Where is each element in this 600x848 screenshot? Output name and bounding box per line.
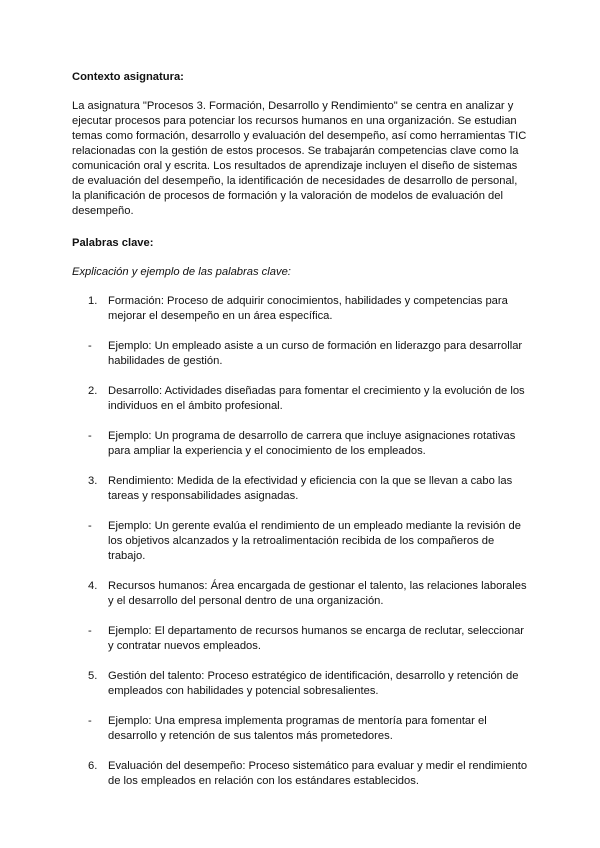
keyword-item-desarrollo xyxy=(72,384,528,414)
list-item-text: Ejemplo: Un programa de desarrollo de carrera que incluye asignaciones rotativas para ampliar la experiencia y el conocimiento de los empleados. xyxy=(108,430,516,457)
list-item-text: Formación: Proceso de adquirir conocimientos, habilidades y competencias para mejorar el desempeño en un área específica. xyxy=(108,295,508,322)
example-item-formacion xyxy=(72,339,528,369)
list-marker: - xyxy=(88,340,92,352)
keywords-subtitle: Explicación y ejemplo de las palabras clave: xyxy=(72,266,291,278)
list-item-text: Ejemplo: Una empresa implementa programas de mentoría para fomentar el desarrollo y retención de sus talentos más prometedores. xyxy=(108,715,487,742)
list-item-text: Ejemplo: Un gerente evalúa el rendimiento de un empleado mediante la revisión de los objetivos alcanzados y la retroalimentación recibida de los compañeros de trabajo. xyxy=(108,520,521,562)
keyword-item-rendimiento xyxy=(72,474,528,504)
keyword-item-gestion-talento xyxy=(72,669,528,699)
context-paragraph: La asignatura "Procesos 3. Formación, Desarrollo y Rendimiento" se centra en analizar y ejecutar procesos para potenciar los recursos humanos en una organización. Se estudian temas como formación, desarrollo y evaluación del desempeño, así como herramientas TIC relacionadas con la gestión de estos procesos. Se trabajarán competencias clave como la comunicación oral y escrita. Los resultados de aprendizaje incluyen el diseño de sistemas de evaluación del desempeño, la identificación de necesidades de desarrollo de personal, la planificación de procesos de formación y la valoración de modelos de evaluación del desempeño. xyxy=(72,100,527,217)
list-marker: 5. xyxy=(88,670,98,682)
list-marker: - xyxy=(88,430,92,442)
list-marker: 2. xyxy=(88,385,98,397)
list-item-text: Ejemplo: El departamento de recursos humanos se encarga de reclutar, seleccionar y contratar nuevos empleados. xyxy=(108,625,525,652)
list-marker: 6. xyxy=(88,760,98,772)
keyword-item-evaluacion-desempeno xyxy=(72,759,528,789)
example-item-rendimiento xyxy=(72,519,528,564)
example-item-gestion-talento xyxy=(72,714,528,744)
context-heading: Contexto asignatura: xyxy=(72,71,184,83)
keywords-list xyxy=(72,294,528,789)
list-marker: 4. xyxy=(88,580,98,592)
example-item-desarrollo xyxy=(72,429,528,459)
list-item-text: Gestión del talento: Proceso estratégico de identificación, desarrollo y retención de empleados con habilidades y potencial sobresalientes. xyxy=(108,670,519,697)
example-item-recursos-humanos xyxy=(72,624,528,654)
keyword-item-recursos-humanos xyxy=(72,579,528,609)
keywords-heading: Palabras clave: xyxy=(72,237,154,249)
document-page xyxy=(72,70,528,804)
list-marker: - xyxy=(88,715,92,727)
list-marker: 3. xyxy=(88,475,98,487)
keyword-item-formacion xyxy=(72,294,528,324)
list-marker: - xyxy=(88,520,92,532)
list-item-text: Evaluación del desempeño: Proceso sistemático para evaluar y medir el rendimiento de los empleados en relación con los estándares establecidos. xyxy=(108,760,528,787)
list-marker: 1. xyxy=(88,295,98,307)
list-marker: - xyxy=(88,625,92,637)
list-item-text: Recursos humanos: Área encargada de gestionar el talento, las relaciones laborales y el desarrollo del personal dentro de una organización. xyxy=(108,580,527,607)
list-item-text: Rendimiento: Medida de la efectividad y eficiencia con la que se llevan a cabo las tareas y responsabilidades asignadas. xyxy=(108,475,513,502)
list-item-text: Desarrollo: Actividades diseñadas para fomentar el crecimiento y la evolución de los individuos en el ámbito profesional. xyxy=(108,385,525,412)
list-item-text: Ejemplo: Un empleado asiste a un curso de formación en liderazgo para desarrollar habilidades de gestión. xyxy=(108,340,523,367)
